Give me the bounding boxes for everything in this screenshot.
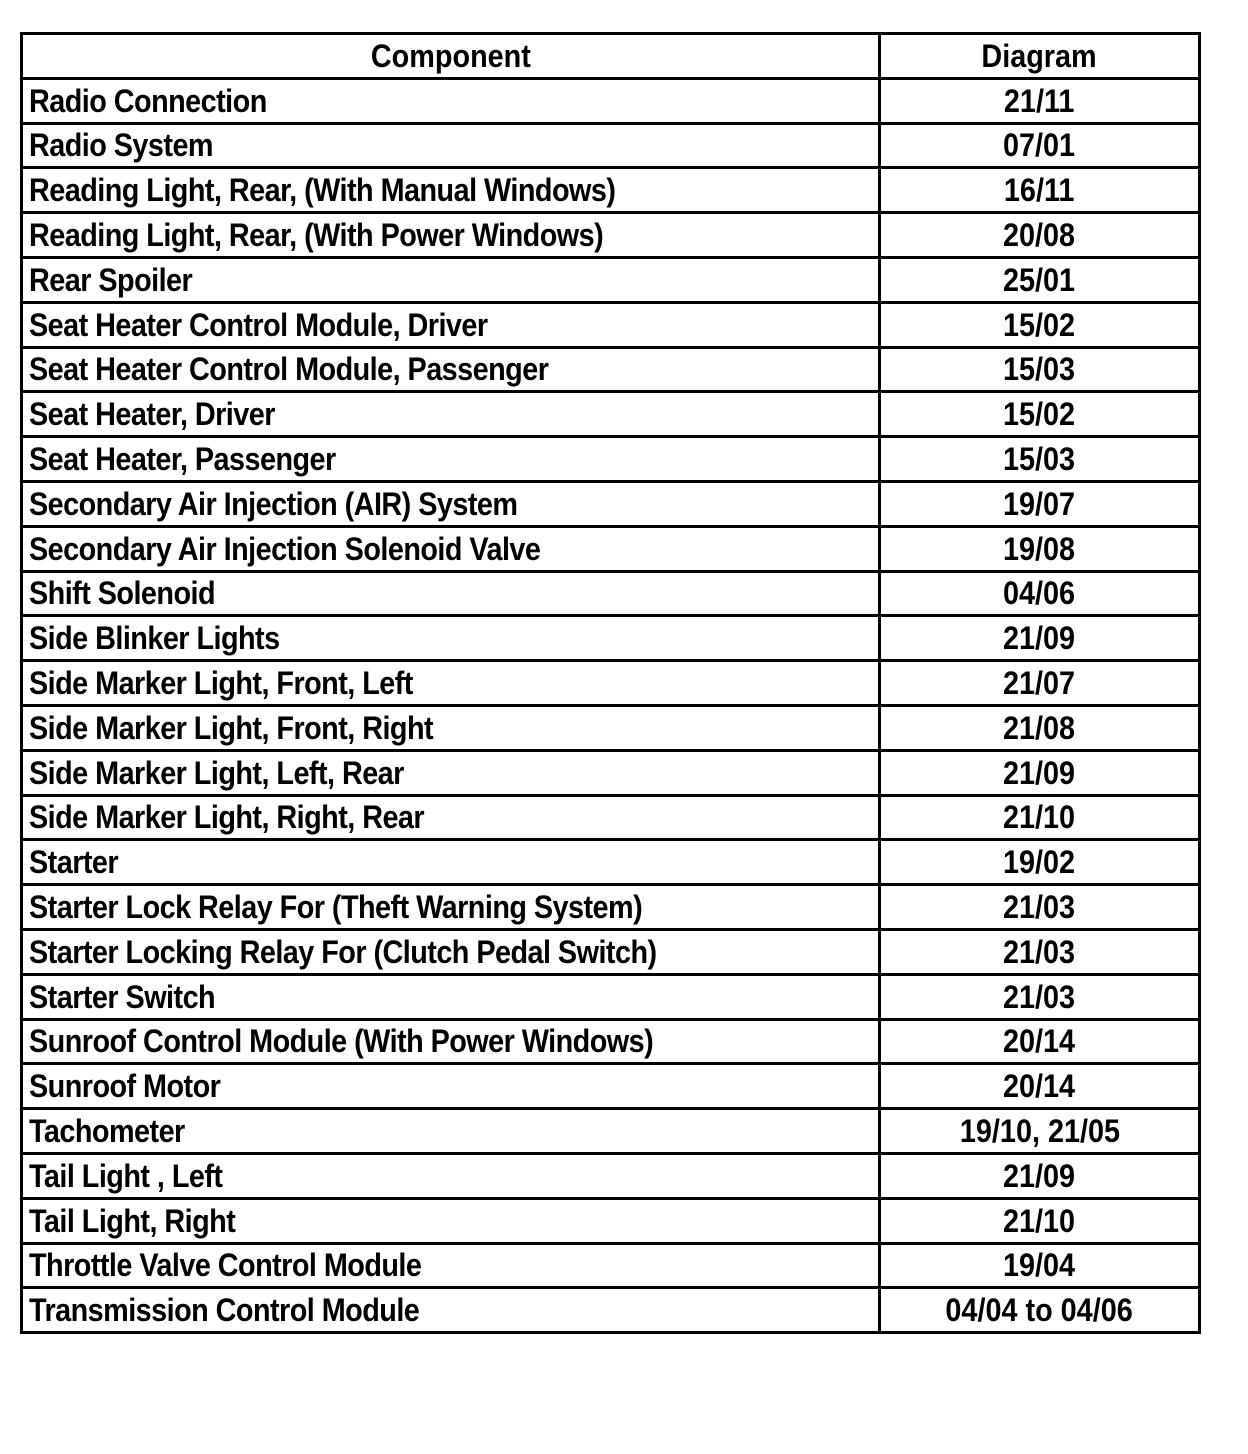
- diagram-cell: 21/03: [880, 885, 1200, 930]
- component-column-header: Component: [22, 34, 880, 79]
- table-row: [22, 929, 1200, 974]
- table-row: [22, 526, 1200, 571]
- component-cell: Tail Light , Left: [22, 1153, 880, 1198]
- component-index-table: [20, 32, 1201, 1334]
- diagram-cell: 20/14: [880, 1019, 1200, 1064]
- table-row: [22, 1153, 1200, 1198]
- diagram-cell: 07/01: [880, 123, 1200, 168]
- table-row: [22, 616, 1200, 661]
- diagram-cell: 15/02: [880, 392, 1200, 437]
- diagram-cell: 21/09: [880, 750, 1200, 795]
- component-cell: Side Marker Light, Left, Rear: [22, 750, 880, 795]
- table-row: [22, 123, 1200, 168]
- header-row: [22, 34, 1200, 79]
- diagram-cell: 21/09: [880, 616, 1200, 661]
- table-row: [22, 571, 1200, 616]
- diagram-cell: 15/03: [880, 347, 1200, 392]
- table-row: [22, 302, 1200, 347]
- component-cell: Side Blinker Lights: [22, 616, 880, 661]
- component-cell: Secondary Air Injection (AIR) System: [22, 481, 880, 526]
- table-row: [22, 795, 1200, 840]
- diagram-cell: 04/04 to 04/06: [880, 1288, 1200, 1333]
- component-cell: Rear Spoiler: [22, 257, 880, 302]
- component-cell: Throttle Valve Control Module: [22, 1243, 880, 1288]
- table-row: [22, 974, 1200, 1019]
- component-cell: Secondary Air Injection Solenoid Valve: [22, 526, 880, 571]
- diagram-cell: 15/03: [880, 437, 1200, 482]
- component-cell: Starter Lock Relay For (Theft Warning System): [22, 885, 880, 930]
- table-row: [22, 392, 1200, 437]
- component-cell: Tachometer: [22, 1109, 880, 1154]
- table-row: [22, 78, 1200, 123]
- diagram-cell: 19/08: [880, 526, 1200, 571]
- diagram-cell: 16/11: [880, 168, 1200, 213]
- table-row: [22, 347, 1200, 392]
- diagram-cell: 21/03: [880, 929, 1200, 974]
- diagram-cell: 21/03: [880, 974, 1200, 1019]
- component-cell: Seat Heater Control Module, Passenger: [22, 347, 880, 392]
- diagram-cell: 21/10: [880, 1198, 1200, 1243]
- table-row: [22, 705, 1200, 750]
- diagram-cell: 21/10: [880, 795, 1200, 840]
- component-cell: Side Marker Light, Front, Right: [22, 705, 880, 750]
- table-row: [22, 213, 1200, 258]
- diagram-cell: 25/01: [880, 257, 1200, 302]
- diagram-cell: 21/07: [880, 661, 1200, 706]
- diagram-cell: 21/11: [880, 78, 1200, 123]
- component-cell: Radio Connection: [22, 78, 880, 123]
- diagram-cell: 19/10, 21/05: [880, 1109, 1200, 1154]
- table-row: [22, 840, 1200, 885]
- table-row: [22, 1109, 1200, 1154]
- diagram-column-header: Diagram: [880, 34, 1200, 79]
- diagram-cell: 04/06: [880, 571, 1200, 616]
- diagram-cell: 19/04: [880, 1243, 1200, 1288]
- component-cell: Seat Heater, Driver: [22, 392, 880, 437]
- table-row: [22, 1064, 1200, 1109]
- diagram-cell: 20/08: [880, 213, 1200, 258]
- diagram-cell: 21/09: [880, 1153, 1200, 1198]
- component-cell: Starter Locking Relay For (Clutch Pedal Switch): [22, 929, 880, 974]
- component-cell: Reading Light, Rear, (With Manual Windows): [22, 168, 880, 213]
- table-row: [22, 1288, 1200, 1333]
- table-row: [22, 885, 1200, 930]
- diagram-cell: 20/14: [880, 1064, 1200, 1109]
- diagram-cell: 19/07: [880, 481, 1200, 526]
- table-row: [22, 1019, 1200, 1064]
- component-cell: Sunroof Motor: [22, 1064, 880, 1109]
- table-row: [22, 661, 1200, 706]
- component-cell: Sunroof Control Module (With Power Windows): [22, 1019, 880, 1064]
- component-cell: Seat Heater Control Module, Driver: [22, 302, 880, 347]
- diagram-cell: 19/02: [880, 840, 1200, 885]
- table-row: [22, 1243, 1200, 1288]
- diagram-cell: 21/08: [880, 705, 1200, 750]
- table-row: [22, 168, 1200, 213]
- component-cell: Seat Heater, Passenger: [22, 437, 880, 482]
- component-cell: Side Marker Light, Right, Rear: [22, 795, 880, 840]
- component-cell: Tail Light, Right: [22, 1198, 880, 1243]
- table-row: [22, 750, 1200, 795]
- component-cell: Starter Switch: [22, 974, 880, 1019]
- table-body: [22, 78, 1200, 1332]
- component-cell: Radio System: [22, 123, 880, 168]
- component-cell: Shift Solenoid: [22, 571, 880, 616]
- table-row: [22, 481, 1200, 526]
- diagram-cell: 15/02: [880, 302, 1200, 347]
- component-cell: Starter: [22, 840, 880, 885]
- component-cell: Side Marker Light, Front, Left: [22, 661, 880, 706]
- component-cell: Reading Light, Rear, (With Power Windows): [22, 213, 880, 258]
- table-row: [22, 437, 1200, 482]
- table-row: [22, 1198, 1200, 1243]
- component-cell: Transmission Control Module: [22, 1288, 880, 1333]
- table-row: [22, 257, 1200, 302]
